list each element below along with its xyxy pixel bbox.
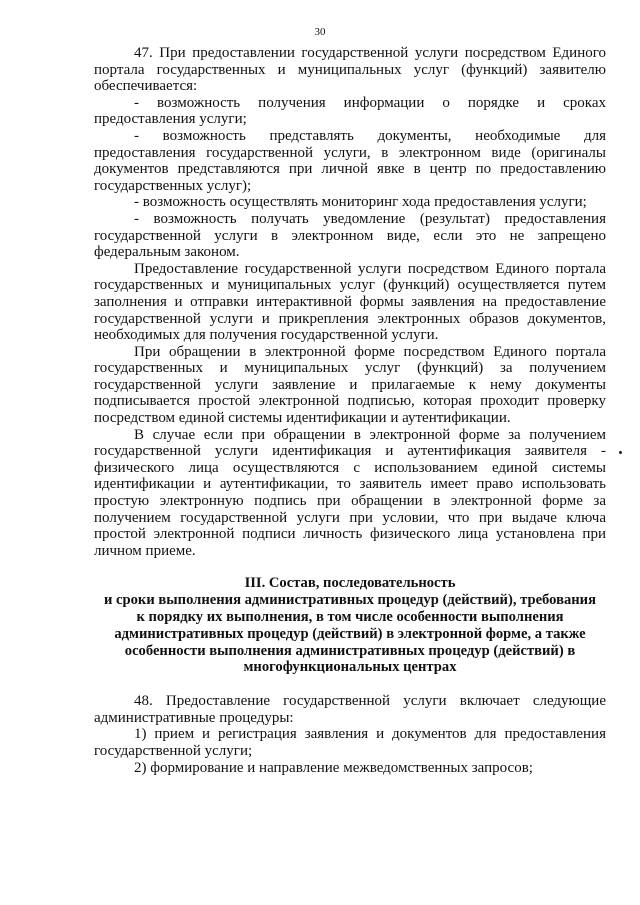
- section-heading-line: особенности выполнения административных процедур (действий) в: [124, 642, 576, 659]
- section-heading: [94, 575, 606, 676]
- section-heading-line: многофункциональных центрах: [243, 659, 457, 676]
- list-item-monitoring: - возможность осуществлять мониторинг хода предоставления услуги;: [134, 194, 587, 211]
- paragraph-48: 48. Предоставление государственной услуги включает следующие административные процедуры:: [94, 693, 606, 726]
- section-heading-line: III. Состав, последовательность: [244, 575, 456, 592]
- list-item-info: - возможность получения информации о порядке и сроках предоставления услуги;: [94, 94, 606, 128]
- list-item-notification: - возможность получать уведомление (результат) предоставления государственной услуги в электронном виде, если это не запрещено федеральным законом.: [94, 210, 606, 261]
- section-heading-line: к порядку их выполнения, в том числе особенности выполнения: [136, 609, 564, 625]
- section-heading-line: административных процедур (действий) в электронной форме, а также: [114, 625, 586, 642]
- list-item-reception: 1) прием и регистрация заявления и документов для предоставления государственной услуги;: [94, 726, 606, 759]
- page-number: 30: [314, 26, 326, 38]
- section-heading-line: и сроки выполнения административных процедур (действий), требования: [103, 592, 596, 609]
- document-body: [94, 45, 606, 776]
- paragraph-signature: При обращении в электронной форме посредством Единого портала государственных и муниципальных услуг (функций) за получением государственной услуги заявление и прилагаемые к нему документы подписывается простой электронной подписью, которая проходит проверку посредством единой системы идентификации и аутентификации.: [94, 343, 606, 427]
- paragraph-identification: В случае если при обращении в электронной форме за получением государственной услуги идентификация и аутентификация заявителя - физического лица осуществляются с использованием единой системы идентификации и аутентификации, то заявитель имеет право использовать простую электронную подпись при обращении в электронной форме за получением государственной услуги при условии, что при выдаче ключа простой электронной подписи личность физического лица установлена при личном приеме.: [94, 426, 606, 559]
- list-item-documents: - возможность представлять документы, необходимые для предоставления государственной услуги, в электронном виде (оригиналы документов представляются при личной явке в центр по предоставлению государственных услуг);: [94, 127, 606, 194]
- list-item-requests: 2) формирование и направление межведомственных запросов;: [134, 759, 533, 776]
- scan-dot: [619, 451, 622, 454]
- paragraph-portal: Предоставление государственной услуги посредством Единого портала государственных и муниципальных услуг (функций) осуществляется путем заполнения и отправки интерактивной формы заявления на предоставление государственной услуги и прикрепления электронных образов документов, необходимых для получения государственной услуги.: [94, 260, 606, 344]
- paragraph-47: 47. При предоставлении государственной услуги посредством Единого портала государственных и муниципальных услуг (функций) заявителю обеспечивается:: [94, 45, 606, 95]
